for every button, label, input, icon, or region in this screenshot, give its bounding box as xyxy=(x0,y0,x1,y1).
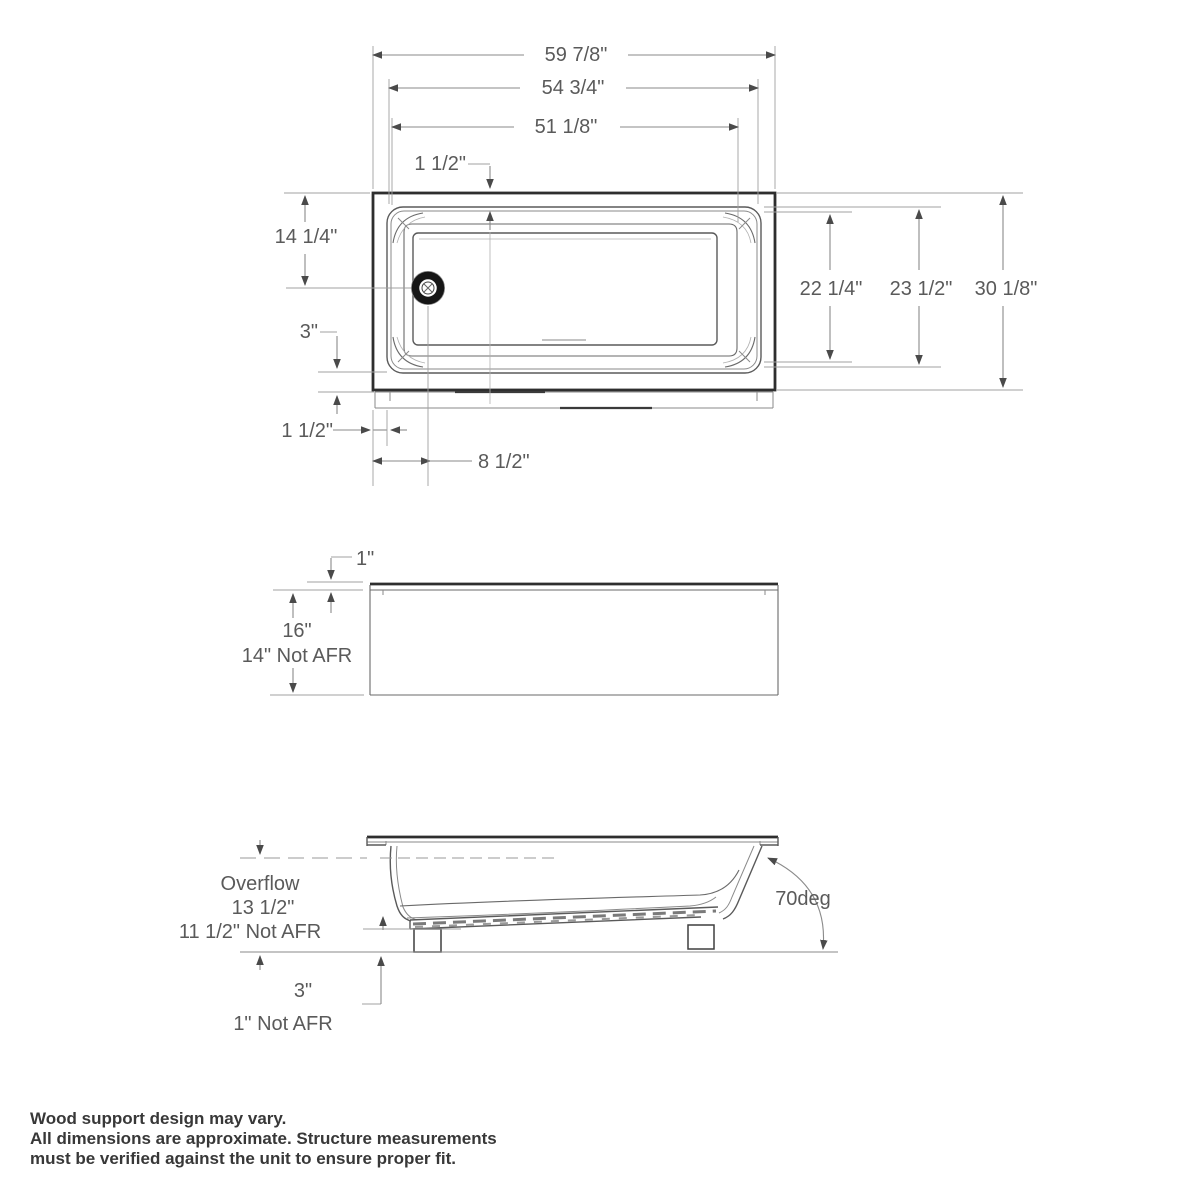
side-tub-body xyxy=(390,846,762,921)
dim-drain-from-top: 14 1/4" xyxy=(274,226,338,248)
dim-deck-lip: 1" xyxy=(356,548,375,570)
side-dimensions xyxy=(240,840,824,1004)
dim-width-basin: 51 1/8" xyxy=(534,116,598,138)
note-line-2: All dimensions are approximate. Structure measurements xyxy=(30,1129,497,1148)
dim-front-height-alt: 14" Not AFR xyxy=(241,645,353,667)
label-overflow: Overflow xyxy=(220,873,300,895)
basin-floor xyxy=(413,233,717,345)
front-apron-panel xyxy=(370,585,778,695)
dim-base-gap: 3" xyxy=(293,980,313,1002)
dim-depth-overall: 30 1/8" xyxy=(974,278,1038,300)
dim-rim-inset-bottom: 3" xyxy=(299,321,318,343)
wood-support-board xyxy=(410,907,718,929)
dim-overflow-height-alt: 11 1/2" Not AFR xyxy=(178,921,322,943)
dim-base-gap-alt: 1" Not AFR xyxy=(233,1013,333,1035)
side-deck xyxy=(367,837,778,846)
dim-drain-from-left: 8 1/2" xyxy=(478,451,530,473)
apron-strip xyxy=(375,392,773,408)
footnotes xyxy=(30,1109,497,1168)
front-view xyxy=(242,548,778,695)
top-dimensions xyxy=(373,46,775,404)
top-view xyxy=(275,44,1038,486)
dim-width-overall: 59 7/8" xyxy=(544,44,608,66)
dim-front-height: 16" xyxy=(282,620,312,642)
dim-overflow-height: 13 1/2" xyxy=(231,897,295,919)
side-view xyxy=(179,837,838,1035)
dim-width-rim: 54 3/4" xyxy=(541,77,605,99)
dim-wall-angle: 70deg xyxy=(775,888,831,910)
dim-rim-inset-left: 1 1/2" xyxy=(281,420,333,442)
note-line-3: must be verified against the unit to ensure proper fit. xyxy=(30,1149,457,1168)
dim-basin-inner-depth: 22 1/4" xyxy=(799,278,863,300)
corner-fillets xyxy=(393,213,755,367)
support-foot-left xyxy=(414,929,441,952)
dim-rim-inset-top: 1 1/2" xyxy=(414,153,466,175)
support-foot-right xyxy=(688,925,714,949)
note-line-1: Wood support design may vary. xyxy=(30,1109,287,1128)
basin-wall-top xyxy=(404,224,737,356)
drain xyxy=(412,272,445,305)
dim-rim-depth: 23 1/2" xyxy=(889,278,953,300)
